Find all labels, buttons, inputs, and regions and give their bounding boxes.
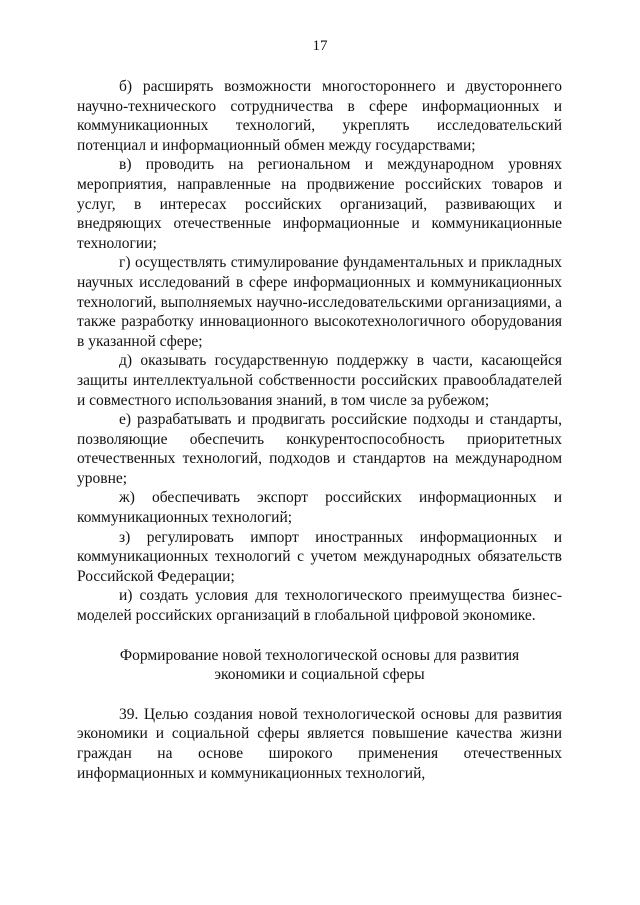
section-heading-line-2: экономики и социальной сферы [214,666,425,684]
page-number: 17 [312,38,328,54]
list-item-zh: ж) обеспечивать экспорт российских информационных и коммуникационных технологий; [77,489,562,527]
section-heading [77,646,562,685]
paragraph-39: 39. Целью создания новой технологической основы для развития экономики и социальной сферы является повышение качества жизни граждан на основе широкого применения отечественных информационных и коммуникационных технологий, [77,705,562,782]
list-item-i: и) создать условия для технологического преимущества бизнес-моделей российских организаций в глобальной цифровой экономике. [77,587,562,625]
list-item-d: д) оказывать государственную поддержку в части, касающейся защиты интеллектуальной собственности российских правообладателей и совместного использования знаний, в том числе за рубежом; [77,352,562,409]
list-item-b: б) расширять возможности многостороннего и двустороннего научно-технического сотрудничества в сфере информационных и коммуникационных технологий, укреплять исследовательский потенциал и информационный обмен между государствами; [77,78,562,154]
list-item-v: в) проводить на региональном и международном уровнях мероприятия, направленные на продвижение российских товаров и услуг, в интересах российских организаций, развивающих и внедряющих отечественные информационные и коммуникационные технологии; [77,156,562,252]
list-item-z: з) регулировать импорт иностранных информационных и коммуникационных технологий с учетом международных обязательств Российской Федерации; [77,528,562,585]
section-heading-line-1: Формирование новой технологической основы для развития [119,646,520,664]
list-item-e: е) разрабатывать и продвигать российские подходы и стандарты, позволяющие обеспечить конкурентоспособность приоритетных отечественных технологий, подходов и стандартов на международном уровне; [77,411,562,487]
document-body [77,77,562,783]
list-item-g: г) осуществлять стимулирование фундаментальных и прикладных научных исследований в сфере информационных и коммуникационных технологий, выполняемых научно-исследовательскими организациями, а также разработку инновационного высокотехнологичного оборудования в указанной сфере; [77,254,562,350]
